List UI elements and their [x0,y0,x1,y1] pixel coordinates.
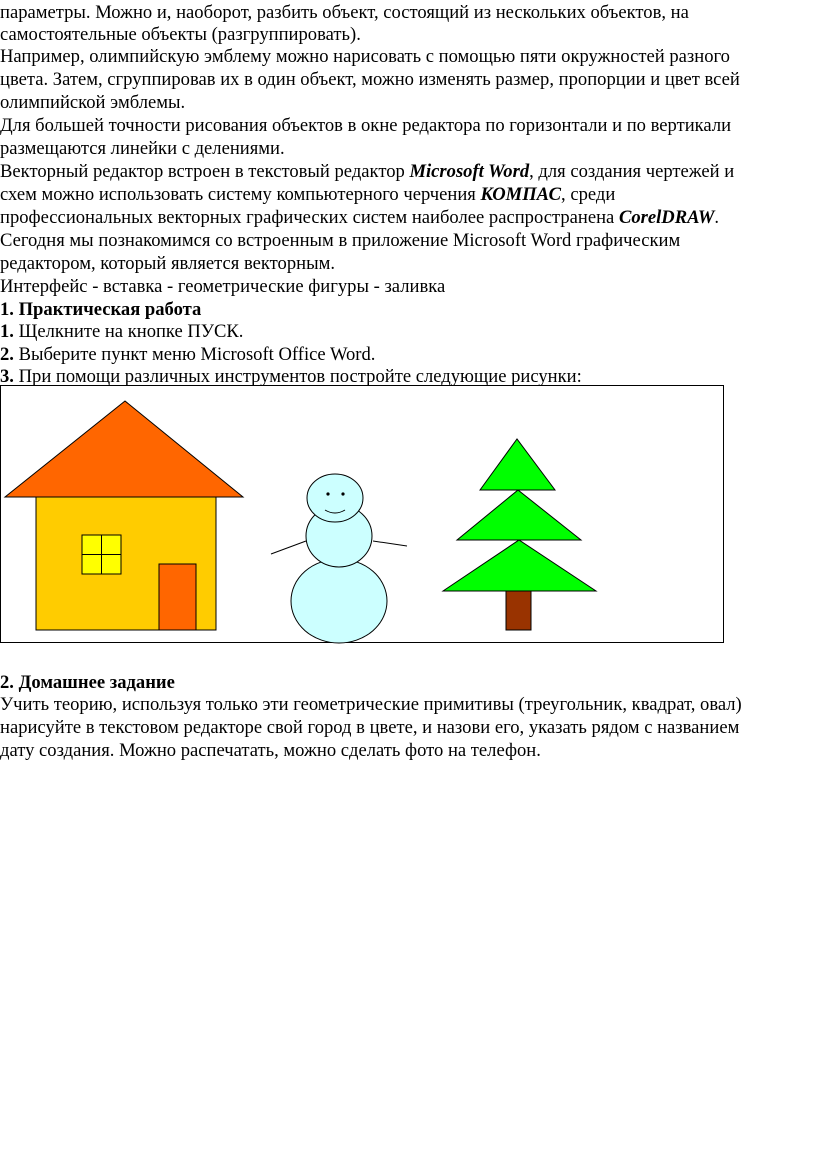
text-run: схем можно использовать систему компьютерного черчения [0,184,481,205]
drawing-canvas [1,386,725,644]
snowman-left-arm [271,541,306,554]
paragraph-line: олимпийской эмблемы. [0,92,186,113]
house-roof [5,401,243,497]
tree-middle-tier [457,490,581,540]
text-run: , среди [561,184,616,205]
homework-line: Учить теорию, используя только эти геометрические примитивы (треугольник, квадрат, овал) [0,694,742,715]
paragraph-line: самостоятельные объекты (разгруппировать). [0,24,361,45]
product-name-coreldraw: CorelDRAW [618,207,715,228]
paragraph-line [0,161,734,183]
text-run: . [714,207,720,228]
snowman-left-eye [326,492,329,495]
paragraph-line [0,184,615,206]
snowman-bottom [291,559,387,643]
snowman-drawing [271,474,407,643]
paragraph-line: размещаются линейки с делениями. [0,138,285,159]
step-text: При помощи различных инструментов постройте следующие рисунки: [13,366,582,387]
section-heading-homework: 2. Домашнее задание [0,672,175,693]
step-number: 3. [0,366,14,387]
snowman-right-eye [341,492,344,495]
paragraph-line: редактором, который является векторным. [0,253,336,274]
text-run: Векторный редактор встроен в текстовый редактор [0,161,410,182]
homework-line: нарисуйте в текстовом редакторе свой город в цвете, и назови его, указать рядом с названием [0,717,740,738]
step-number: 1. [0,321,14,342]
text-run: профессиональных векторных графических систем наиболее распространена [0,207,619,228]
paragraph-line: Интерфейс - вставка - геометрические фигуры - заливка [0,276,446,297]
paragraph-line: Сегодня мы познакомимся со встроенным в приложение Microsoft Word графическим [0,230,681,251]
house-drawing [5,401,243,630]
house-door [159,564,196,630]
tree-top-tier [480,439,555,490]
paragraph-line [0,207,719,229]
tree-bottom-tier [443,540,596,591]
section-heading-practical: 1. Практическая работа [0,299,202,320]
snowman-right-arm [373,541,407,546]
tree-trunk [506,591,531,630]
text-run: , для создания чертежей и [529,161,735,182]
step-text: Щелкните на кнопке ПУСК. [13,321,244,342]
step-number: 2. [0,344,14,365]
step-1 [0,321,243,343]
homework-line: дату создания. Можно распечатать, можно сделать фото на телефон. [0,740,541,761]
paragraph-line: параметры. Можно и, наоборот, разбить объект, состоящий из нескольких объектов, на [0,2,689,23]
product-name-kompas: КОМПАС [480,184,562,205]
drawing-example-figure [0,385,724,643]
paragraph-line: Для большей точности рисования объектов в окне редактора по горизонтали и по вертикали [0,115,732,136]
step-2 [0,344,375,366]
paragraph-line: цвета. Затем, сгруппировав их в один объект, можно изменять размер, пропорции и цвет всей [0,69,740,90]
fir-tree-drawing [443,439,596,630]
paragraph-line: Например, олимпийскую эмблему можно нарисовать с помощью пяти окружностей разного [0,46,730,67]
product-name-word: Microsoft Word [409,161,530,182]
step-text: Выберите пункт меню Microsoft Office Word. [13,344,376,365]
snowman-head [307,474,363,522]
